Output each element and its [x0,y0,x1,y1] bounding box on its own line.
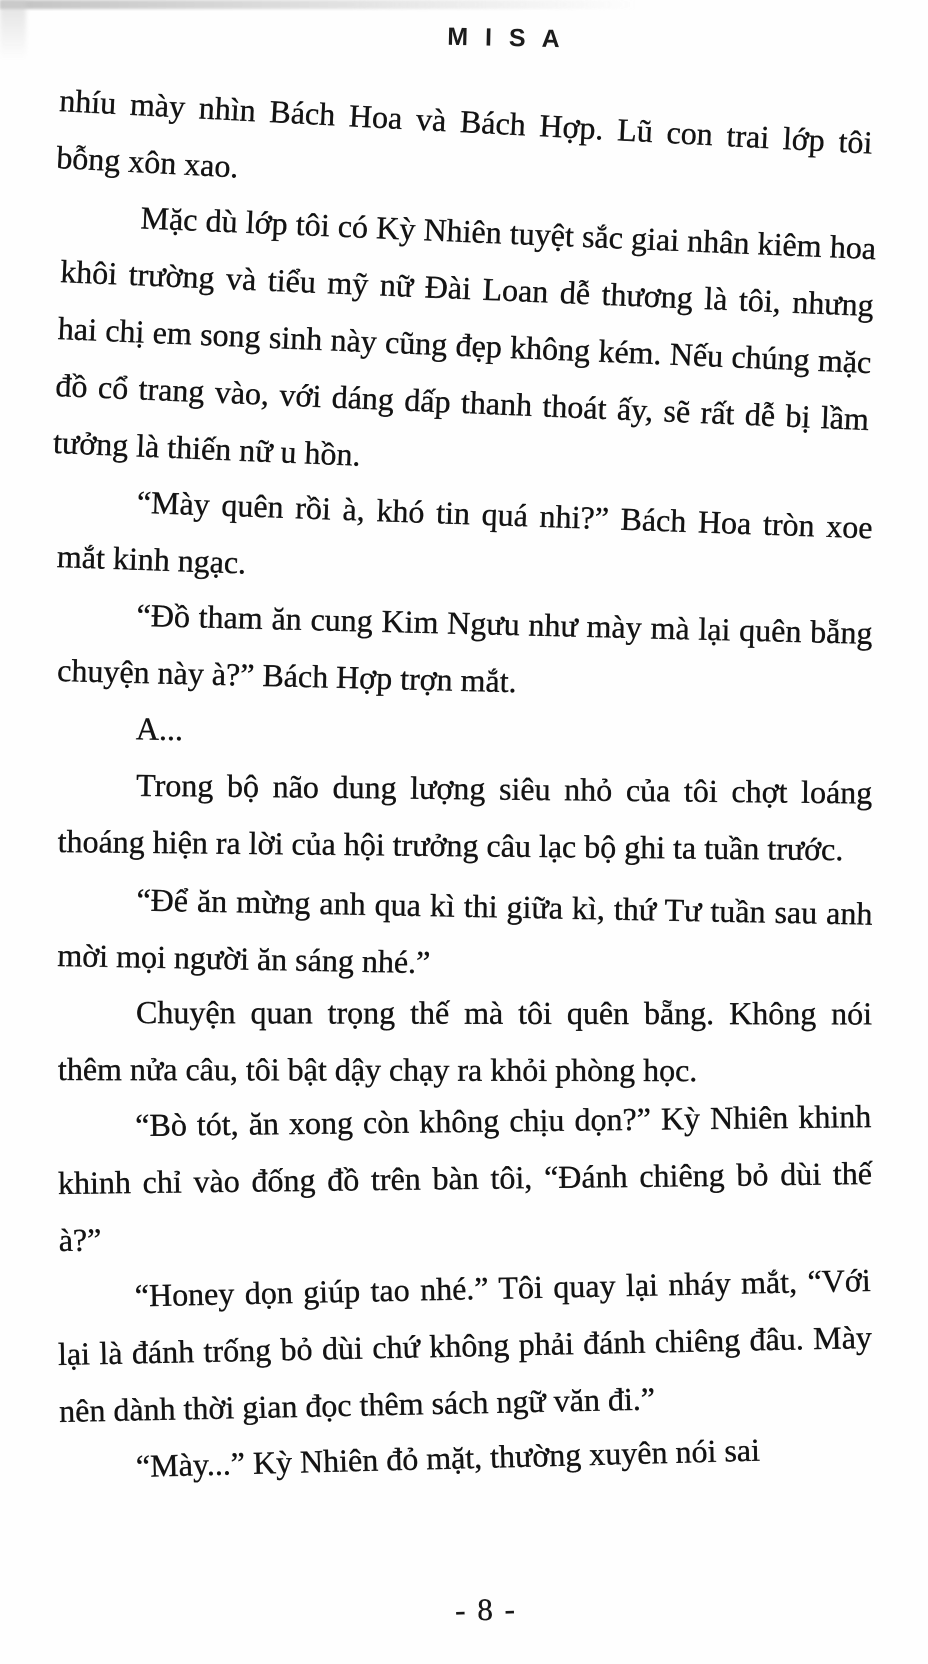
paragraph: Mặc dù lớp tôi có Kỳ Nhiên tuyệt sắc giai nhân kiêm hoa khôi trường và tiểu mỹ nữ Đài Loan dễ thương là tôi, nhưng hai chị em song sinh này cũng đẹp không kém. Nếu chúng mặc đồ cổ trang vào, với dáng dấp thanh thoát ấy, sẽ rất dễ bị lầm tưởng là thiến nữ u hồn. [52,199,877,473]
body-text [52,72,877,1497]
running-header: M I S A [447,22,565,54]
paragraph: “Để ăn mừng anh qua kì thi giữa kì, thứ Tư tuần sau anh mời mọi người ăn sáng nhé.” [57,881,873,981]
paragraph: “Mày...” Kỳ Nhiên đỏ mặt, thường xuyên nói sai [135,1431,761,1484]
paragraph: nhíu mày nhìn Bách Hoa và Bách Hợp. Lũ con trai lớp tôi bỗng xôn xao. [55,82,874,185]
page-number: - 8 - [454,1591,518,1628]
paragraph: “Bò tót, ăn xong còn không chịu dọn?” Kỳ Nhiên khinh khinh chỉ vào đống đồ trên bàn tôi, “Đánh chiêng bỏ dùi thế à?” [57,1098,873,1258]
paragraph: Chuyện quan trọng thế mà tôi quên bẵng. Không nói thêm nửa câu, tôi bật dậy chạy ra khỏi phòng học. [57,994,873,1089]
paragraph: Trong bộ não dung lượng siêu nhỏ của tôi chợt loáng thoáng hiện ra lời của hội trưởng câu lạc bộ ghi ta tuần trước. [57,766,873,868]
paragraph: A... [135,710,184,748]
paragraph: “Mày quên rồi à, khó tin quá nhi?” Bách Hoa tròn xoe mắt kinh ngạc. [56,483,874,581]
paragraph: “Honey dọn giúp tao nhé.” Tôi quay lại nháy mắt, “Với lại là đánh trống bỏ dùi chứ không phải đánh chiêng đâu. Mày nên dành thời gian đọc thêm sách ngữ văn đi.” [57,1261,873,1429]
paragraph: “Đồ tham ăn cung Kim Ngưu như mày mà lại quên bẵng chuyện này à?” Bách Hợp trợn mắt. [56,596,873,700]
scan-artifact-top-edge [0,0,640,9]
scan-artifact-corner [0,0,26,60]
